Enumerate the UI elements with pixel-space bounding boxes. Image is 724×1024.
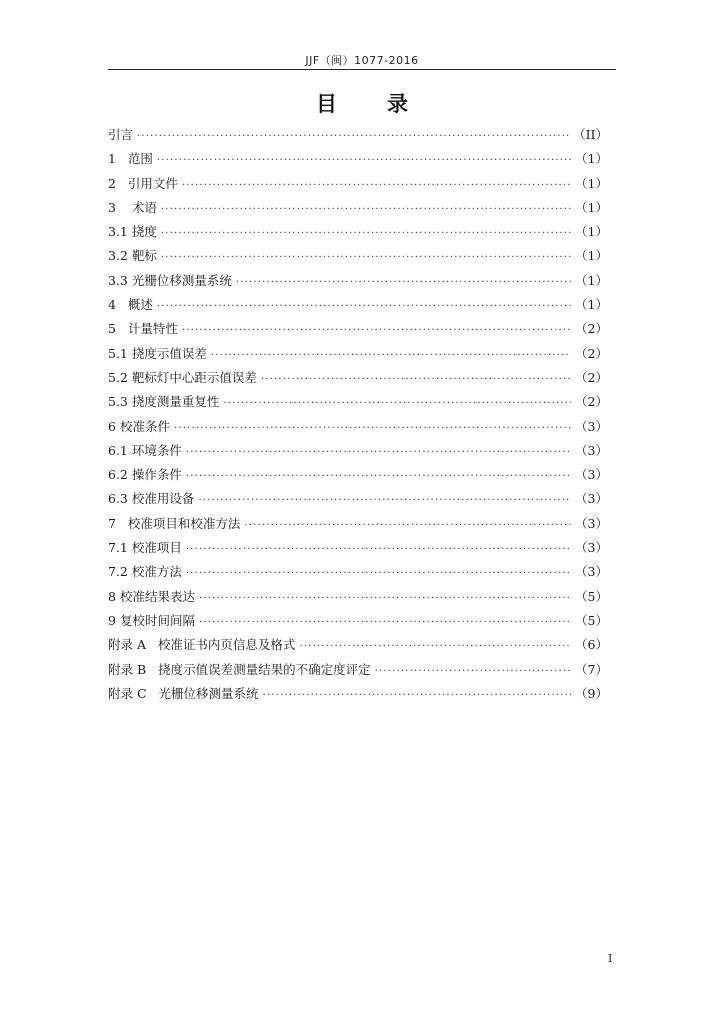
toc-entry-number: 6.1 (108, 442, 132, 458)
toc-entry-page: （7） (575, 661, 608, 677)
toc-entry-number: 5 (108, 321, 128, 337)
toc-entry-label: 挠度示值误差测量结果的不确定度评定 (158, 661, 371, 677)
toc-entry-number: 9 (108, 612, 120, 628)
toc-entry-label: 引用文件 (127, 175, 178, 191)
toc-entry-number: 附录 C (108, 685, 159, 701)
toc-entry-number: 3.1 (108, 224, 132, 240)
toc-entry-number: 8 (108, 588, 120, 604)
toc-entry-number: 3.2 (108, 248, 132, 264)
toc-entry-page: （2） (575, 394, 608, 410)
toc-leader-dots (174, 417, 571, 441)
toc-entry-label: 校准方法 (131, 564, 182, 580)
toc-entry-number: 1 (108, 151, 128, 167)
toc-entry-label: 靶标 (131, 248, 157, 264)
toc-leader-dots (198, 489, 571, 513)
toc-leader-dots (236, 271, 571, 295)
title-char-2: 录 (387, 91, 408, 116)
toc-entry-label: 挠度示值误差 (131, 345, 207, 361)
toc-entry[interactable] (108, 317, 608, 341)
toc-entry-page: （1） (575, 224, 608, 240)
toc-entry-number: 5.3 (108, 394, 132, 410)
toc-entry-label: 校准用设备 (131, 491, 195, 507)
toc-entry[interactable] (108, 220, 608, 244)
toc-entry-page: （5） (575, 612, 608, 628)
toc-entry-page: （6） (575, 637, 608, 653)
toc-entry-label: 靶标灯中心距示值误差 (131, 369, 257, 385)
toc-entry-page: （2） (575, 369, 608, 385)
toc-entry-page: （II） (573, 127, 608, 142)
toc-entry-page: （5） (575, 588, 608, 604)
toc-entry[interactable] (108, 342, 608, 366)
toc-entry-page: （1） (575, 199, 608, 215)
toc-entry-page: （1） (575, 297, 608, 313)
toc-entry-label: 操作条件 (131, 467, 182, 483)
toc-entry[interactable] (108, 244, 608, 268)
toc-entry-number: 附录 B (108, 661, 159, 677)
toc-entry-label: 引言 (108, 127, 134, 142)
toc-entry[interactable] (108, 415, 608, 439)
toc-entry-label: 挠度测量重复性 (131, 394, 220, 410)
toc-entry-label: 校准项目 (131, 540, 182, 556)
toc-entry[interactable] (108, 512, 608, 536)
toc-entry-number: 7.2 (108, 564, 132, 580)
toc-entry-label: 光栅位移测量系统 (158, 685, 259, 701)
toc-leader-dots (137, 125, 569, 149)
toc-entry-page: （3） (575, 467, 608, 483)
toc-leader-dots (157, 295, 571, 319)
toc-entry-label: 校准条件 (119, 418, 170, 434)
toc-entry-page: （3） (575, 515, 608, 531)
toc-leader-dots (161, 222, 571, 246)
toc-leader-dots (186, 465, 571, 489)
toc-entry-label: 校准项目和校准方法 (127, 515, 241, 531)
toc-entry-label: 复校时间间隔 (119, 612, 195, 628)
toc-entry-number: 7 (108, 515, 128, 531)
toc-entry-page: （9） (575, 685, 608, 701)
toc-leader-dots (261, 368, 571, 392)
toc-entry-label: 术语 (131, 199, 157, 215)
toc-leader-dots (199, 611, 571, 635)
toc-entry[interactable] (108, 269, 608, 293)
toc-entry-page: （3） (575, 442, 608, 458)
toc-entry[interactable] (108, 487, 608, 511)
toc-entry-page: （1） (575, 175, 608, 191)
toc-entry[interactable] (108, 172, 608, 196)
toc-entry-page: （1） (575, 248, 608, 264)
toc-entry-page: （2） (575, 321, 608, 337)
toc-entry[interactable] (108, 123, 608, 147)
toc-entry-number: 6.2 (108, 467, 132, 483)
toc-entry-number: 3.3 (108, 272, 132, 288)
toc-entry[interactable] (108, 293, 608, 317)
toc-leader-dots (186, 562, 571, 586)
toc-entry[interactable] (108, 560, 608, 584)
page-title (0, 88, 724, 118)
toc-entry-number: 7.1 (108, 540, 132, 556)
toc-entry-number: 2 (108, 175, 128, 191)
toc-entry-label: 环境条件 (131, 442, 182, 458)
page-number: I (608, 952, 613, 965)
toc-entry[interactable] (108, 658, 608, 682)
toc-leader-dots (161, 246, 571, 270)
toc-entry-page: （3） (575, 418, 608, 434)
toc-leader-dots (199, 587, 571, 611)
toc-entry-page: （3） (575, 540, 608, 556)
toc-entry-label: 校准结果表达 (119, 588, 195, 604)
toc-entry[interactable] (108, 463, 608, 487)
toc-entry[interactable] (108, 585, 608, 609)
document-header-code: JJF（闽）1077-2016 (305, 54, 419, 67)
toc-entry-label: 计量特性 (127, 321, 178, 337)
toc-entry-number: 4 (108, 297, 128, 313)
toc-entry-label: 校准证书内页信息及格式 (157, 637, 296, 653)
header-rule (108, 69, 616, 70)
toc-entry-label: 光栅位移测量系统 (131, 272, 232, 288)
toc-entry-number: 6 (108, 418, 120, 434)
toc-leader-dots (186, 538, 571, 562)
toc-entry[interactable] (108, 633, 608, 657)
toc-leader-dots (161, 198, 571, 222)
toc-entry[interactable] (108, 609, 608, 633)
toc-entry[interactable] (108, 147, 608, 171)
toc-entry-page: （3） (575, 491, 608, 507)
toc-leader-dots (262, 684, 571, 708)
toc-leader-dots (244, 514, 571, 538)
toc-entry-page: （1） (575, 272, 608, 288)
toc-entry[interactable] (108, 682, 608, 706)
title-char-1: 目 (316, 91, 337, 116)
toc-entry-number: 附录 A (108, 637, 158, 653)
toc-entry-number: 3 (108, 199, 132, 215)
toc-leader-dots (182, 319, 571, 343)
toc-leader-dots (186, 441, 571, 465)
toc-entry-label: 概述 (127, 297, 153, 313)
toc-entry-number: 5.2 (108, 369, 132, 385)
table-of-contents (108, 123, 608, 706)
toc-leader-dots (157, 149, 571, 173)
toc-entry-label: 挠度 (131, 224, 157, 240)
toc-leader-dots (375, 660, 571, 684)
toc-entry[interactable] (108, 439, 608, 463)
toc-entry[interactable] (108, 196, 608, 220)
toc-leader-dots (182, 174, 571, 198)
toc-entry-label: 范围 (127, 151, 153, 167)
toc-entry-number: 6.3 (108, 491, 132, 507)
toc-entry[interactable] (108, 390, 608, 414)
toc-entry-page: （2） (575, 345, 608, 361)
toc-entry-number: 5.1 (108, 345, 132, 361)
toc-entry[interactable] (108, 366, 608, 390)
toc-entry-page: （1） (575, 151, 608, 167)
toc-entry[interactable] (108, 536, 608, 560)
toc-leader-dots (211, 344, 571, 368)
toc-entry-page: （3） (575, 564, 608, 580)
toc-leader-dots (299, 635, 571, 659)
toc-leader-dots (223, 392, 571, 416)
